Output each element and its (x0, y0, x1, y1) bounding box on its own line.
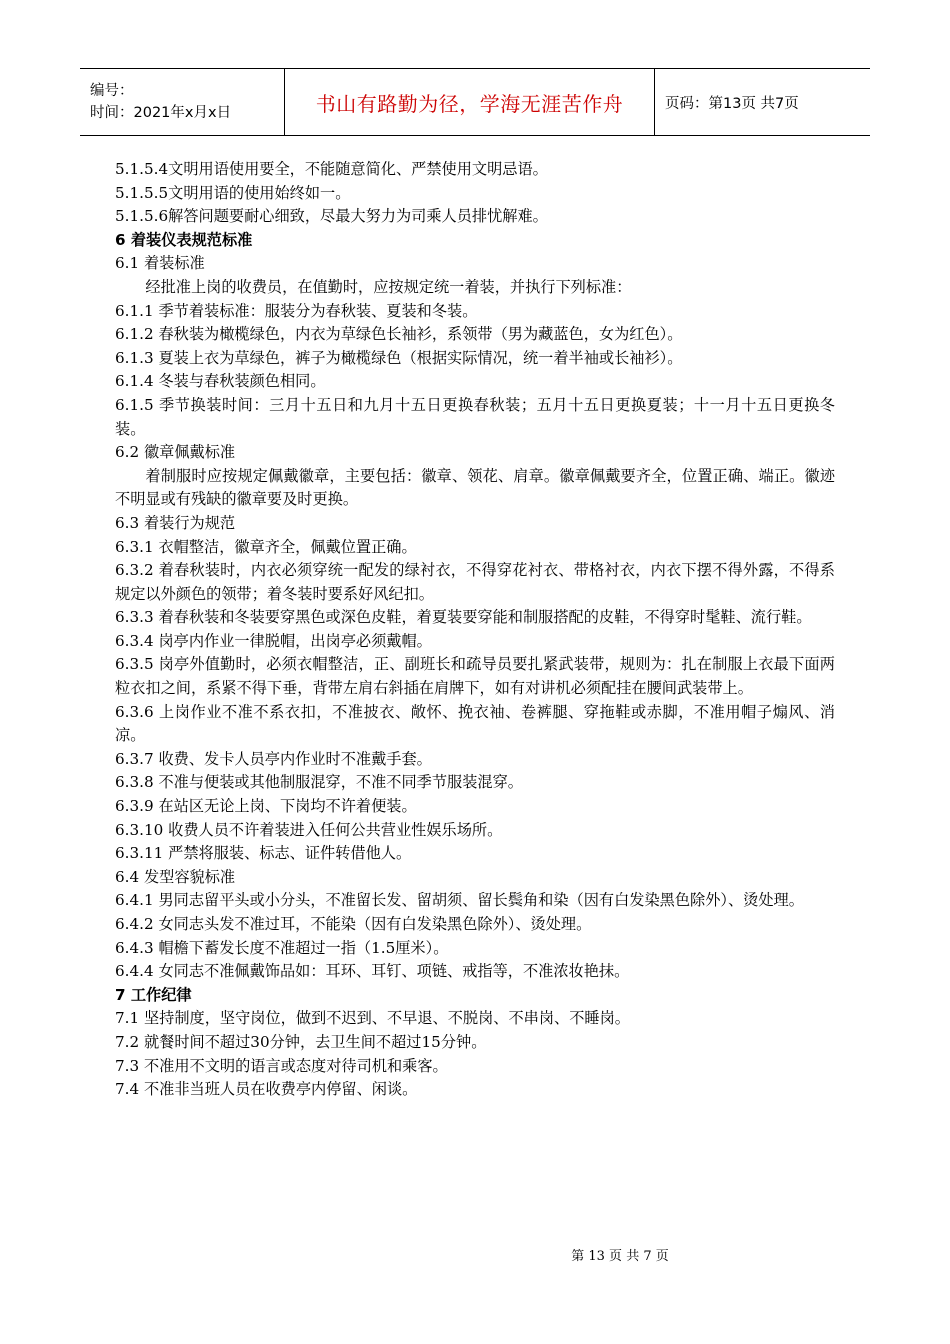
body-paragraph: 7.1 坚持制度，坚守岗位，做到不迟到、不早退、不脱岗、不串岗、不睡岗。 (115, 1009, 630, 1028)
body-paragraph: 6.3.7 收费、发卡人员亭内作业时不准戴手套。 (115, 749, 432, 768)
body-paragraph: 6.1 着装标准 (115, 254, 205, 273)
body-paragraph: 7.4 不准非当班人员在收费亭内停留、闲谈。 (115, 1080, 418, 1099)
document-body (115, 158, 835, 1102)
body-paragraph: 7.2 就餐时间不超过30分钟，去卫生间不超过15分钟。 (115, 1032, 487, 1051)
document-date-label: 时间：2021年x月x日 (90, 105, 232, 121)
body-paragraph: 6.1.3 夏装上衣为草绿色，裤子为橄榄绿色（根据实际情况，统一着半袖或长袖衫）。 (115, 348, 683, 367)
body-paragraph: 经批准上岗的收费员，在值勤时，应按规定统一着装，并执行下列标准： (145, 277, 632, 296)
page-footer: 第 13 页 共 7 页 (571, 1249, 669, 1264)
body-paragraph: 6.1.1 季节着装标准：服装分为春秋装、夏装和冬装。 (115, 301, 478, 320)
section-heading: 7 工作纪律 (115, 985, 192, 1004)
body-paragraph: 6.4.4 女同志不准佩戴饰品如：耳环、耳钉、项链、戒指等，不准浓妆艳抹。 (115, 962, 630, 981)
body-paragraph: 5.1.5.4文明用语使用要全，不能随意简化、严禁使用文明忌语。 (115, 160, 548, 178)
body-paragraph: 6.3.2 着春秋装时，内衣必须穿统一配发的绿衬衣，不得穿花衬衣、带格衬衣，内衣下摆不得外露，不得系规定以外颜色的领带；着冬装时要系好风纪扣。 (115, 561, 835, 603)
body-paragraph: 6.3.8 不准与便装或其他制服混穿，不准不同季节服装混穿。 (115, 773, 523, 792)
body-paragraph: 6.3.6 上岗作业不准不系衣扣，不准披衣、敞怀、挽衣袖、卷裤腿、穿拖鞋或赤脚，不准用帽子煽风、消凉。 (115, 702, 835, 745)
body-paragraph: 6.4.2 女同志头发不准过耳，不能染（因有白发染黑色除外）、烫处理。 (115, 915, 592, 933)
section-heading: 6 着装仪表规范标准 (115, 230, 253, 249)
body-paragraph: 5.1.5.5文明用语的使用始终如一。 (115, 183, 351, 202)
body-paragraph: 6.1.5 季节换装时间：三月十五日和九月十五日更换春秋装；五月十五日更换夏装；十一月十五日更换冬装。 (115, 395, 835, 438)
header-motto: 书山有路勤为径，学海无涯苦作舟 (285, 69, 655, 135)
body-paragraph: 6.3.1 衣帽整洁，徽章齐全，佩戴位置正确。 (115, 537, 417, 556)
body-paragraph: 着制服时应按规定佩戴徽章，主要包括：徽章、领花、肩章。徽章佩戴要齐全，位置正确、端正。徽迹不明显或有残缺的徽章要及时更换。 (115, 466, 835, 509)
document-number-label: 编号： (90, 83, 134, 99)
body-paragraph: 6.2 徽章佩戴标准 (115, 443, 236, 462)
body-paragraph: 6.3.5 岗亭外值勤时，必须衣帽整洁，正、副班长和疏导员要扎紧武装带，规则为：扎在制服上衣最下面两粒衣扣之间，系紧不得下垂，背带左肩右斜插在肩牌下，如有对讲机必须配挂在腰间武装带上。 (115, 655, 835, 698)
body-paragraph: 6.4.3 帽檐下蓄发长度不准超过一指（1.5厘米）。 (115, 938, 449, 957)
header-meta (80, 69, 285, 135)
body-paragraph: 5.1.5.6解答问题要耐心细致，尽最大努力为司乘人员排忧解难。 (115, 207, 548, 226)
body-paragraph: 6.3.3 着春秋装和冬装要穿黑色或深色皮鞋，着夏装要穿能和制服搭配的皮鞋，不得穿时髦鞋、流行鞋。 (115, 608, 812, 627)
body-paragraph: 6.1.4 冬装与春秋装颜色相同。 (115, 372, 326, 391)
body-paragraph: 6.4.1 男同志留平头或小分头，不准留长发、留胡须、留长鬓角和染（因有白发染黑色除外）、烫处理。 (115, 891, 804, 910)
page-header (80, 68, 870, 136)
header-page-number: 页码：第13页 共7页 (665, 95, 799, 112)
body-paragraph: 6.4 发型容貌标准 (115, 867, 236, 886)
body-paragraph: 6.3.4 岗亭内作业一律脱帽，出岗亭必须戴帽。 (115, 631, 432, 650)
body-paragraph: 6.3 着装行为规范 (115, 513, 236, 532)
body-paragraph: 7.3 不准用不文明的语言或态度对待司机和乘客。 (115, 1056, 448, 1075)
body-paragraph: 6.3.10 收费人员不许着装进入任何公共营业性娱乐场所。 (115, 820, 503, 839)
body-paragraph: 6.3.9 在站区无论上岗、下岗均不许着便装。 (115, 797, 417, 816)
body-paragraph: 6.3.11 严禁将服装、标志、证件转借他人。 (115, 844, 412, 863)
body-paragraph: 6.1.2 春秋装为橄榄绿色，内衣为草绿色长袖衫，系领带（男为藏蓝色，女为红色）。 (115, 325, 683, 344)
